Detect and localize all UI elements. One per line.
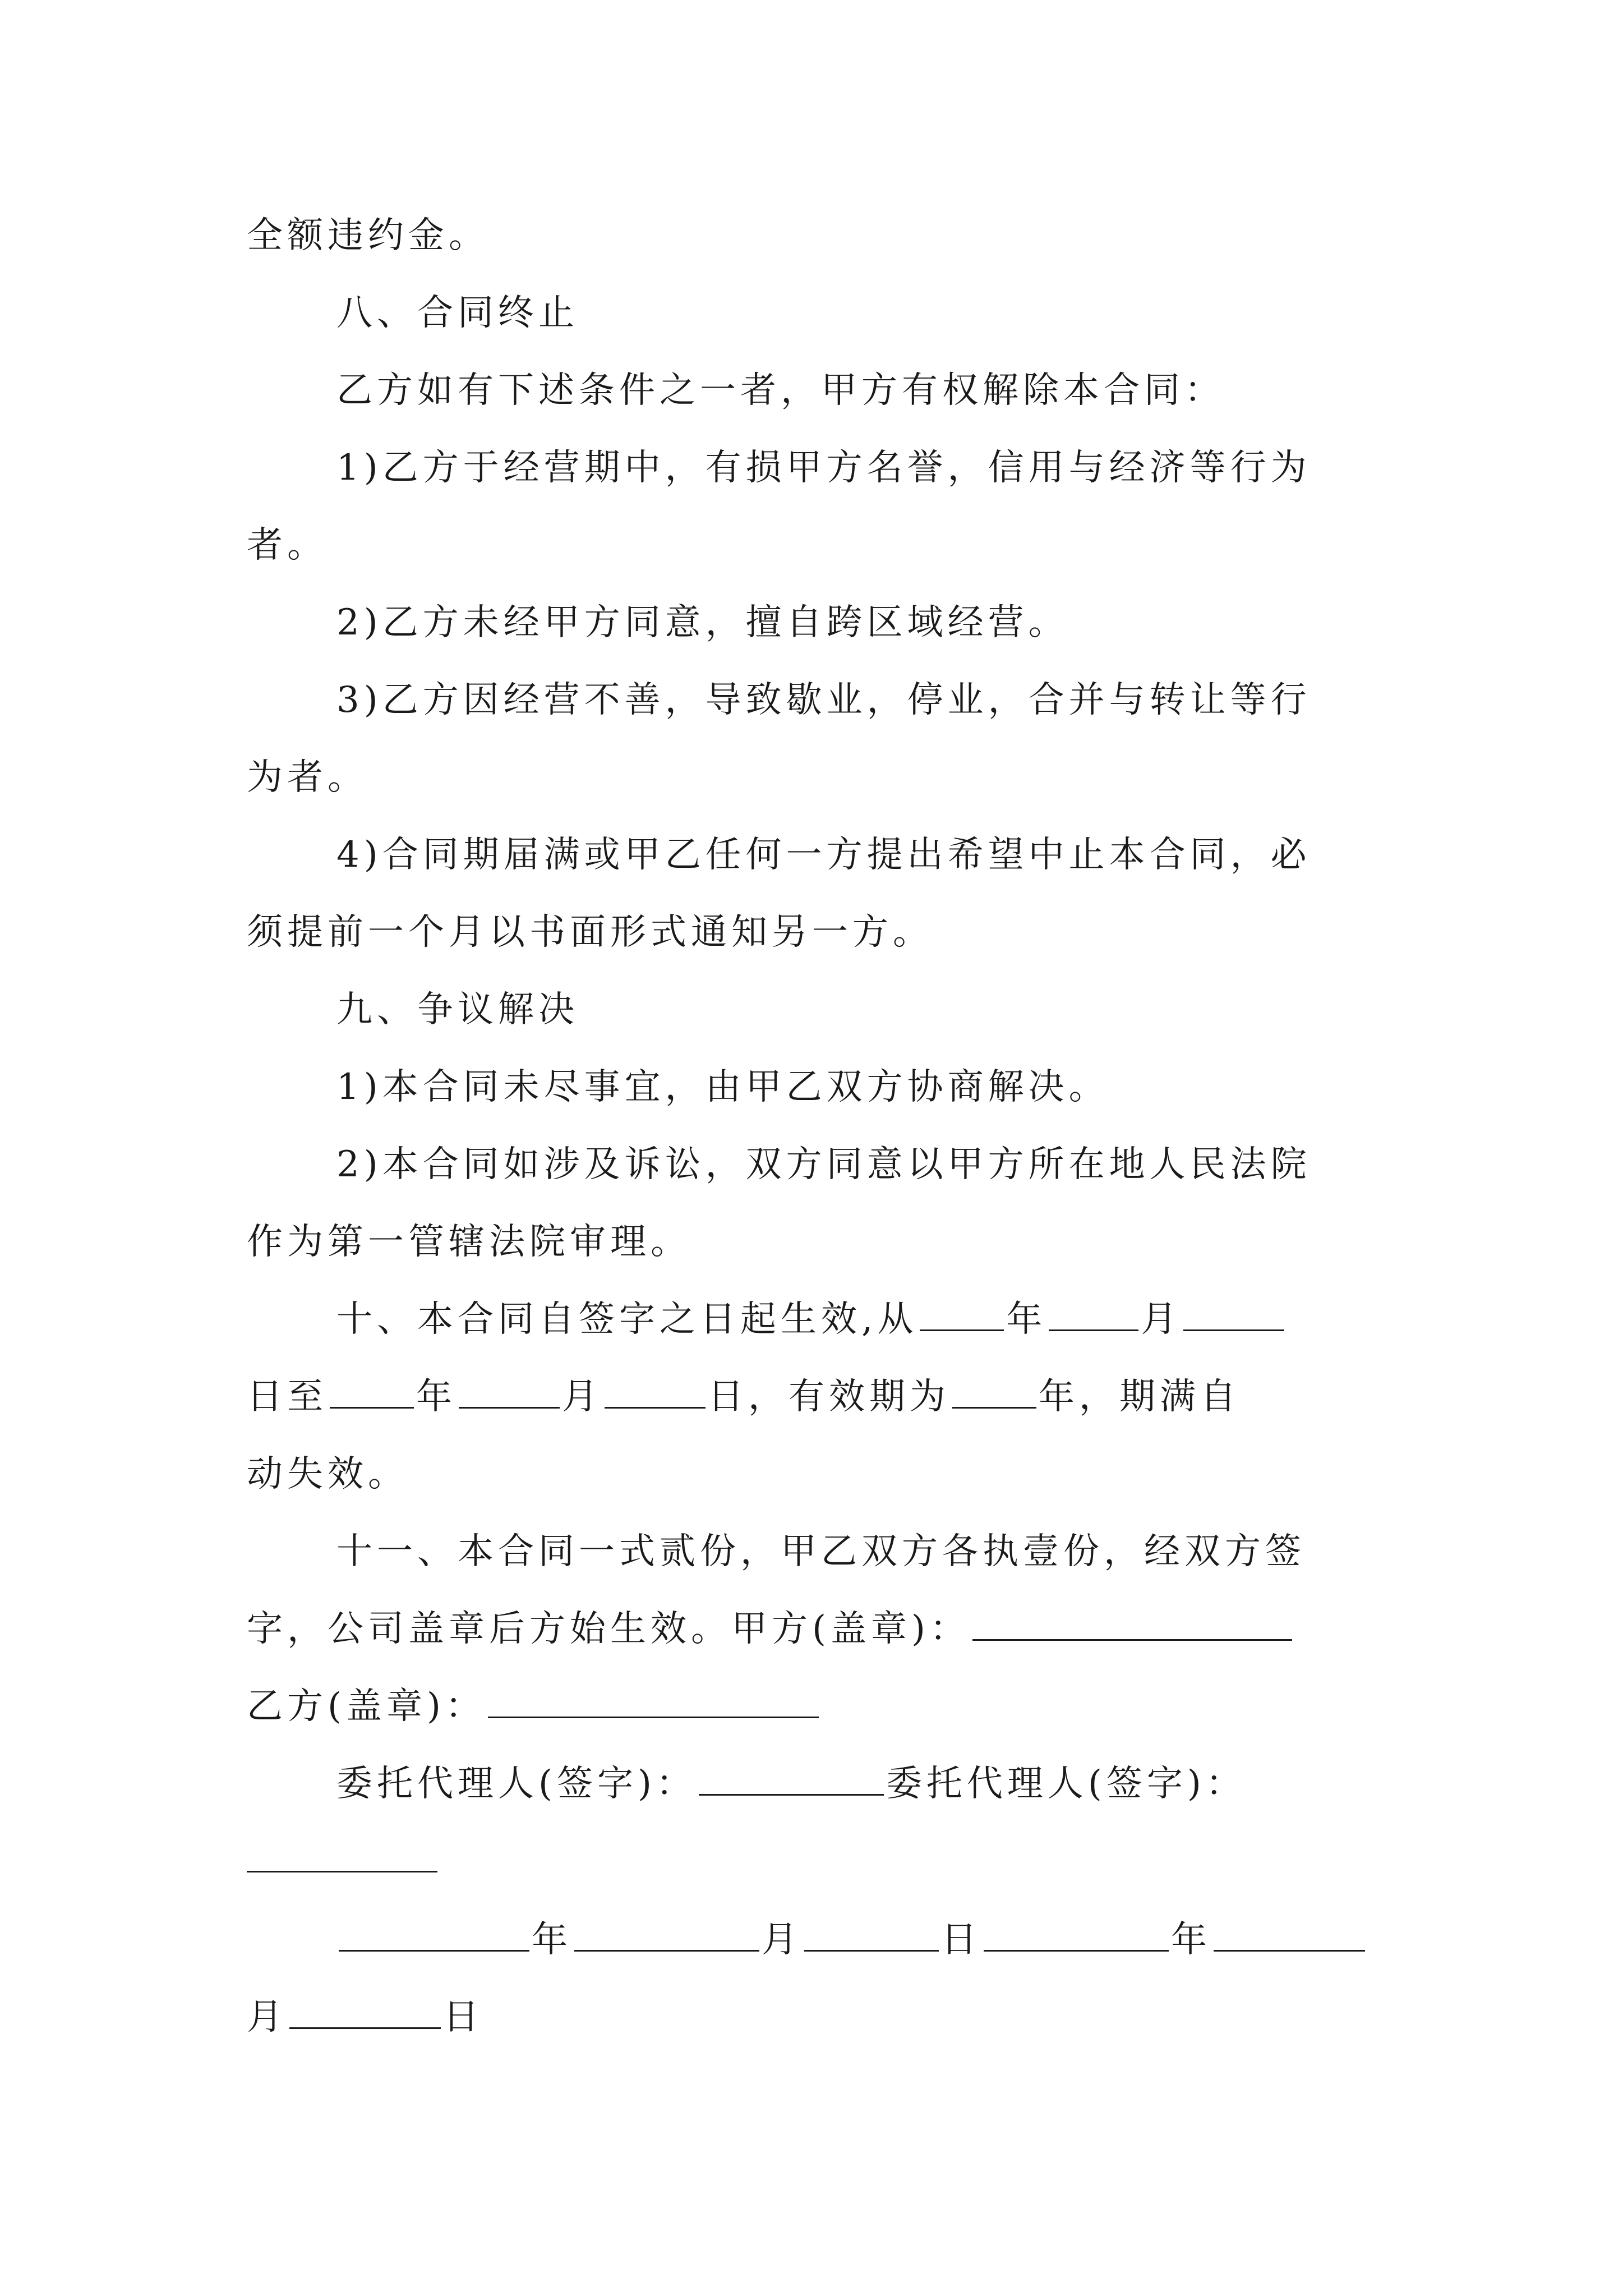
section-heading-9 [336,984,1469,1035]
text-line [336,1062,1469,1112]
party-b-year-blank[interactable] [984,1917,1169,1952]
clause-8-intro: 乙方如有下述条件之一者，甲方有权解除本合同： [336,370,1225,411]
agent-signature-line [336,1759,1469,1809]
party-a-year-blank[interactable] [339,1917,529,1952]
date-line-2 [247,1992,1380,2042]
text-line [247,520,1380,570]
text-line [336,443,1469,493]
clause-8-3: 3)乙方因经营不善，导致歇业，停业，合并与转让等行 [336,679,1311,721]
clause-10-line-1 [336,1294,1469,1345]
date-line-1 [336,1915,1469,1965]
day-label: 日 [443,1996,483,2038]
month-label: 月 [1141,1299,1182,1340]
party-b-day-blank[interactable] [289,1995,441,2029]
end-year-blank[interactable] [330,1374,414,1409]
heading-text: 九、争议解决 [336,989,579,1030]
clause-10-text: 十、本合同自签字之日起生效,从 [336,1299,918,1340]
section-heading-8 [336,288,1469,338]
day-to-label: 日至 [247,1376,328,1418]
party-b-line [247,1681,1380,1732]
text-line [336,365,1469,416]
text-line [336,1526,1469,1577]
start-year-blank[interactable] [920,1297,1004,1331]
month-label: 月 [762,1919,802,1961]
clause-9-2-cont: 作为第一管辖法院审理。 [247,1221,691,1263]
clause-11-line-2 [247,1604,1380,1654]
text-line [247,210,1380,261]
clause-11-cont: 字，公司盖章后方始生效。甲方(盖章)： [247,1608,970,1650]
party-a-seal-blank[interactable] [972,1607,1292,1641]
month-label: 月 [562,1376,602,1418]
clause-8-4-cont: 须提前一个月以书面形式通知另一方。 [247,912,933,953]
day-label: 日 [941,1919,981,1961]
party-b-seal-label: 乙方(盖章)： [247,1686,486,1727]
text-line [336,830,1469,880]
text-line [247,1449,1380,1499]
expiry-text: 年，期满自 [1039,1376,1241,1418]
clause-8-2: 2)乙方未经甲方同意，擅自跨区域经营。 [336,602,1069,643]
year-label: 年 [416,1376,457,1418]
validity-text: 日，有效期为 [708,1376,950,1418]
clause-7-tail: 全额违约金。 [247,215,489,256]
end-day-blank[interactable] [605,1374,706,1409]
text-line [247,752,1380,803]
clause-8-4: 4)合同期届满或甲乙任何一方提出希望中止本合同，必 [336,834,1311,876]
clause-10-cont: 动失效。 [247,1453,408,1495]
agent-b-label: 委托代理人(签字)： [886,1763,1246,1805]
text-line [336,675,1469,725]
clause-9-1: 1)本合同未尽事宜，由甲乙双方协商解决。 [336,1066,1109,1108]
end-month-blank[interactable] [459,1374,560,1409]
year-label: 年 [532,1919,572,1961]
start-month-blank[interactable] [1049,1297,1138,1331]
heading-text: 八、合同终止 [336,292,579,334]
text-line [247,1217,1380,1267]
text-line [247,907,1380,958]
text-line [336,1139,1469,1190]
start-day-blank[interactable] [1183,1297,1284,1331]
agent-a-signature-blank[interactable] [699,1761,884,1796]
validity-years-blank[interactable] [952,1374,1036,1409]
month-label: 月 [247,1996,287,2038]
agent-b-signature-blank[interactable] [247,1871,437,1872]
clause-8-1-cont: 者。 [247,524,328,566]
party-b-month-blank[interactable] [1214,1917,1365,1952]
party-a-month-blank[interactable] [574,1917,759,1952]
year-label: 年 [1171,1919,1211,1961]
clause-10-line-2 [247,1372,1380,1422]
clause-8-3-cont: 为者。 [247,757,368,798]
clause-11: 十一、本合同一式贰份，甲乙双方各执壹份，经双方签 [336,1531,1306,1572]
party-a-day-blank[interactable] [804,1917,939,1952]
year-label: 年 [1006,1299,1047,1340]
clause-8-1: 1)乙方于经营期中，有损甲方名誉，信用与经济等行为 [336,447,1311,489]
party-b-seal-blank[interactable] [488,1684,819,1718]
agent-a-label: 委托代理人(签字)： [336,1763,697,1805]
text-line [336,597,1469,648]
clause-9-2: 2)本合同如涉及诉讼，双方同意以甲方所在地人民法院 [336,1144,1311,1185]
